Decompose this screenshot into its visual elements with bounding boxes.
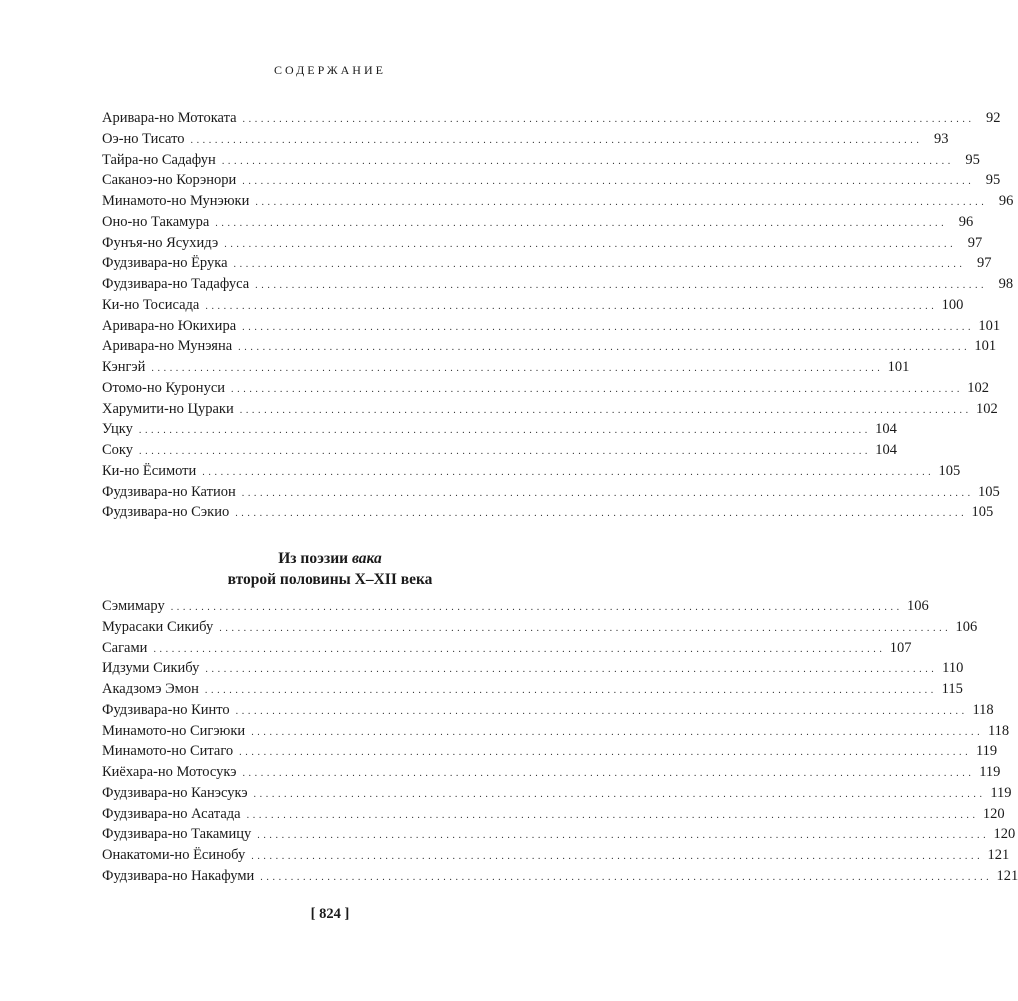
toc-entry-name: Сэмимару <box>102 598 165 614</box>
toc-entry <box>102 804 1005 825</box>
toc-entry-page: 101 <box>974 338 997 355</box>
toc-leader-dots: ........................................................................................................................ <box>260 871 993 883</box>
toc-entry-name: Фудзивара-но Канэсукэ <box>102 784 248 801</box>
toc-leader-dots: ........................................................................................................................ <box>242 768 975 779</box>
toc-entry-page: 120 <box>993 826 1016 843</box>
toc-entry-name: Саканоэ-но Корэнори <box>102 172 237 189</box>
toc-entry <box>102 824 1016 845</box>
toc-entry <box>102 845 1010 866</box>
toc-entry-name: Минамото-но Ситаго <box>102 743 234 760</box>
toc-entry-page: 105 <box>938 462 961 479</box>
toc-entry <box>102 762 1001 783</box>
toc-entry <box>102 108 1001 129</box>
toc-entry-name: Харумити-но Цураки <box>102 400 234 417</box>
toc-entry <box>102 129 949 150</box>
toc-entry-page: 96 <box>998 193 1014 209</box>
running-head: СОДЕРЖАНИЕ <box>274 63 386 77</box>
toc-leader-dots: ........................................................................................................................ <box>251 851 984 862</box>
toc-entry-page: 100 <box>941 296 964 313</box>
toc-entry-name: Уцку <box>102 421 133 438</box>
toc-entry <box>102 378 990 399</box>
toc-entry <box>102 721 1010 742</box>
toc-leader-dots: ........................................................................................................................ <box>242 176 975 188</box>
toc-entry-page: 121 <box>987 847 1010 863</box>
toc-entry-page: 95 <box>965 151 980 168</box>
toc-entry-name: Фудзивара-но Тадафуса <box>102 276 250 292</box>
toc-entry-name: Соку <box>102 442 134 458</box>
toc-entry-page: 93 <box>933 130 949 147</box>
toc-entry-name: Фудзивара-но Кинто <box>102 701 230 718</box>
toc-leader-dots: ........................................................................................................................ <box>138 425 871 437</box>
toc-leader-dots: ........................................................................................................................ <box>255 280 988 291</box>
toc-entry-page: 105 <box>977 483 1000 500</box>
toc-entry-page: 101 <box>978 317 1001 334</box>
toc-entry-page: 107 <box>889 639 912 656</box>
toc-entry <box>102 253 992 274</box>
toc-entry-name: Акадзомэ Эмон <box>102 681 199 697</box>
toc-entry-page: 102 <box>975 400 998 417</box>
toc-entry <box>102 617 978 638</box>
toc-entry-page: 119 <box>990 784 1012 801</box>
toc-leader-dots: ........................................................................................................................ <box>205 664 938 676</box>
toc-entry-name: Киёхара-но Мотосукэ <box>102 764 237 780</box>
toc-entry-page: 121 <box>996 867 1018 884</box>
toc-leader-dots: ........................................................................................................................ <box>170 602 903 613</box>
toc-entry-page: 101 <box>887 359 910 375</box>
section-heading-prefix: Из поэзии <box>278 550 352 567</box>
toc-entry <box>102 170 1001 191</box>
toc-entry-name: Фудзивара-но Катион <box>102 483 236 500</box>
toc-leader-dots: ........................................................................................................................ <box>239 747 972 759</box>
toc-leader-dots: ........................................................................................................................ <box>204 685 937 696</box>
toc-entry <box>102 638 912 659</box>
toc-entry <box>102 357 910 378</box>
toc-leader-dots: ........................................................................................................................ <box>202 466 935 478</box>
toc-list-part2 <box>102 596 1018 887</box>
toc-entry-page: 119 <box>975 743 998 760</box>
toc-entry <box>102 399 998 420</box>
toc-entry-name: Фудзивара-но Сэкио <box>102 504 230 521</box>
toc-entry <box>102 150 980 171</box>
toc-entry-name: Фунъя-но Ясухидэ <box>102 234 219 251</box>
toc-entry <box>102 866 1018 887</box>
section-heading <box>0 548 660 590</box>
toc-leader-dots: ........................................................................................................................ <box>257 830 990 842</box>
toc-entry <box>102 658 964 679</box>
toc-leader-dots: ........................................................................................................................ <box>153 643 886 655</box>
toc-entry <box>102 440 898 461</box>
toc-leader-dots: ........................................................................................................................ <box>224 238 957 250</box>
toc-entry-page: 120 <box>982 805 1005 822</box>
toc-entry-page: 104 <box>875 421 897 438</box>
toc-entry-name: Аривара-но Юкихира <box>102 317 237 334</box>
toc-leader-dots: ........................................................................................................................ <box>241 487 974 499</box>
toc-entry-name: Мурасаки Сикибу <box>102 618 214 635</box>
toc-entry-page: 106 <box>906 598 929 614</box>
section-heading-line2: второй половины X–XII века <box>227 571 433 588</box>
toc-entry-page: 97 <box>977 255 992 272</box>
toc-entry <box>102 502 994 523</box>
section-heading-line1 <box>0 548 660 569</box>
toc-entry <box>102 741 998 762</box>
toc-entry-name: Тайра-но Садафун <box>102 151 216 168</box>
toc-entry <box>102 316 1001 337</box>
toc-entry-name: Фудзивара-но Асатада <box>102 805 241 822</box>
toc-leader-dots: ........................................................................................................................ <box>231 383 964 395</box>
toc-entry-name: Фудзивара-но Такамицу <box>102 826 252 843</box>
toc-leader-dots: ........................................................................................................................ <box>205 300 938 312</box>
toc-leader-dots: ........................................................................................................................ <box>233 259 966 271</box>
toc-leader-dots: ........................................................................................................................ <box>246 809 979 821</box>
toc-entry <box>102 461 961 482</box>
toc-list-part1 <box>102 108 1014 523</box>
toc-leader-dots: ........................................................................................................................ <box>235 508 968 520</box>
toc-leader-dots: ........................................................................................................................ <box>190 134 923 146</box>
toc-leader-dots: ........................................................................................................................ <box>235 705 968 717</box>
toc-entry-page: 98 <box>998 276 1014 292</box>
toc-leader-dots: ........................................................................................................................ <box>238 342 971 354</box>
toc-entry-page: 95 <box>985 172 1001 189</box>
toc-entry-page: 118 <box>972 701 994 718</box>
toc-entry-name: Ки-но Ёсимоти <box>102 462 197 479</box>
toc-entry-name: Онакатоми-но Ёсинобу <box>102 847 246 863</box>
toc-entry <box>102 336 997 357</box>
toc-entry <box>102 596 929 617</box>
toc-leader-dots: ........................................................................................................................ <box>151 363 884 374</box>
toc-entry <box>102 233 983 254</box>
toc-entry-name: Минамото-но Сигэюки <box>102 722 246 739</box>
toc-entry-page: 92 <box>986 110 1001 126</box>
toc-entry-page: 102 <box>967 379 990 396</box>
toc-entry-page: 106 <box>955 618 978 635</box>
toc-leader-dots: ........................................................................................................................ <box>251 726 984 738</box>
toc-leader-dots: ........................................................................................................................ <box>215 217 948 229</box>
toc-leader-dots: ........................................................................................................................ <box>242 321 975 333</box>
toc-leader-dots: ........................................................................................................................ <box>242 114 975 125</box>
toc-entry-page: 97 <box>967 234 983 251</box>
toc-entry <box>102 191 1014 212</box>
toc-entry <box>102 700 994 721</box>
toc-entry-page: 105 <box>971 504 994 521</box>
toc-entry-name: Аривара-но Мунэяна <box>102 338 233 355</box>
toc-entry-page: 115 <box>941 681 963 697</box>
toc-entry-page: 104 <box>875 442 898 458</box>
toc-entry-name: Минамото-но Мунэюки <box>102 193 250 209</box>
toc-entry-name: Аривара-но Мотоката <box>102 110 237 126</box>
toc-entry-page: 110 <box>942 660 964 677</box>
toc-leader-dots: ........................................................................................................................ <box>239 404 972 416</box>
toc-entry <box>102 419 897 440</box>
toc-entry-name: Оэ-но Тисато <box>102 130 185 147</box>
toc-entry-name: Кэнгэй <box>102 359 146 375</box>
toc-entry <box>102 783 1012 804</box>
toc-entry <box>102 274 1014 295</box>
toc-entry-name: Отомо-но Куронуси <box>102 379 226 396</box>
toc-entry-name: Идзуми Сикибу <box>102 660 200 677</box>
toc-leader-dots: ........................................................................................................................ <box>219 622 952 634</box>
toc-leader-dots: ........................................................................................................................ <box>253 788 986 800</box>
toc-entry-name: Фудзивара-но Ёрука <box>102 255 228 272</box>
toc-entry <box>102 295 964 316</box>
toc-leader-dots: ........................................................................................................................ <box>139 446 872 457</box>
toc-entry-page: 96 <box>958 213 974 230</box>
toc-entry-name: Сагами <box>102 639 148 656</box>
toc-leader-dots: ........................................................................................................................ <box>255 197 988 208</box>
toc-entry-page: 118 <box>987 722 1010 739</box>
toc-entry-page: 119 <box>979 764 1001 780</box>
toc-entry <box>102 212 974 233</box>
page-number: [ 824 ] <box>310 906 350 922</box>
toc-entry-name: Оно-но Такамура <box>102 213 210 230</box>
toc-entry-name: Фудзивара-но Накафуми <box>102 867 255 884</box>
toc-entry <box>102 679 963 700</box>
toc-leader-dots: ........................................................................................................................ <box>221 155 954 167</box>
toc-entry <box>102 482 1000 503</box>
section-heading-italic: вака <box>351 550 382 567</box>
toc-entry-name: Ки-но Тосисада <box>102 296 200 313</box>
